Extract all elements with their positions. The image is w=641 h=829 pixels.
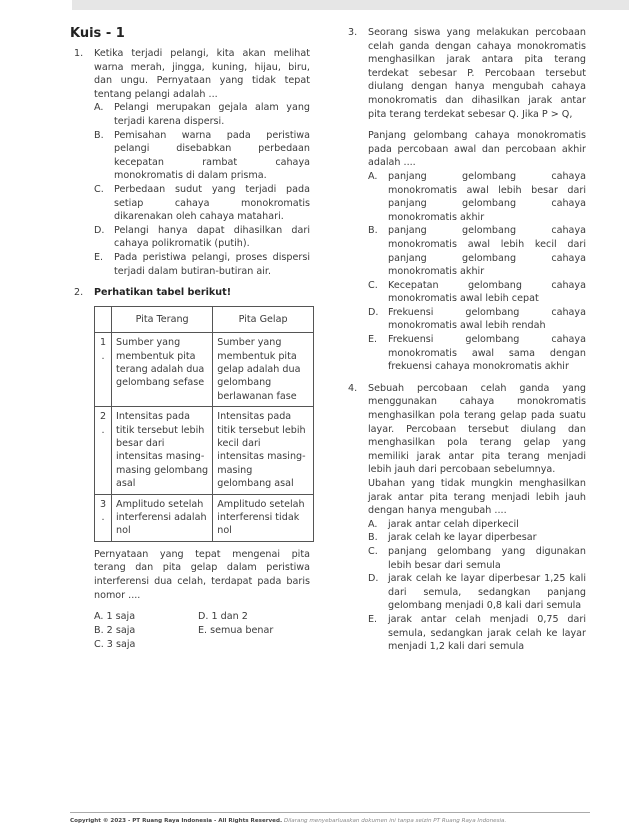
table-cell: Intensitas pada titik tersebut lebih kecil dari intensitas masing-masing gelombang asal bbox=[213, 407, 314, 494]
q4-option-b bbox=[368, 531, 586, 545]
table-header-row bbox=[95, 306, 314, 332]
option-letter: D. bbox=[368, 573, 379, 585]
option-text: Pada peristiwa pelangi, proses dispersi terjadi dalam butiran-butiran air. bbox=[114, 251, 310, 277]
table-cell: Sumber yang membentuk pita gelap adalah dua gelombang berlawanan fase bbox=[213, 333, 314, 407]
q4-option-e bbox=[368, 613, 586, 654]
option-text: Frekuensi gelombang cahaya monokromatis awal lebih rendah bbox=[388, 306, 586, 332]
option-text: Kecepatan gelombang cahaya monokromatis awal lebih cepat bbox=[388, 279, 586, 305]
question-text: Seorang siswa yang melakukan percobaan celah ganda dengan cahaya monokromatis menghasilkan jarak antara pita terang terdekat sebesar P. Percobaan tersebut diulang dengan hanya mengubah cahaya monokromatis dan dihasilkan jarak antar pita terang terdekat sebesar Q. Jika P > Q, bbox=[368, 27, 586, 120]
interference-table bbox=[94, 306, 314, 542]
footer bbox=[70, 818, 610, 824]
table-header: Pita Gelap bbox=[213, 306, 314, 332]
question-number: 1. bbox=[74, 48, 84, 59]
option-text: jarak celah ke layar diperbesar bbox=[388, 532, 537, 544]
answer-option: E. semua benar bbox=[198, 625, 274, 637]
top-bar bbox=[72, 0, 629, 10]
left-column bbox=[70, 26, 310, 652]
question-text: Sebuah percobaan celah ganda yang menggunakan cahaya monokromatis menghasilkan pola terang gelap pada suatu layar. Percobaan tersebut diulang dan menghasilkan pola terang gelap yang memiliki jarak antar pita terang menjadi lebih jauh dari percobaan sebelumnya. bbox=[368, 382, 586, 476]
q1-option-a bbox=[94, 101, 310, 128]
option-text: panjang gelombang cahaya monokromatis awal lebih kecil dari panjang gelombang cahaya monokromatis akhir bbox=[388, 225, 586, 278]
row-number: 2 . bbox=[95, 407, 112, 494]
q3-option-d bbox=[368, 306, 586, 333]
option-text: Perbedaan sudut yang terjadi pada setiap cahaya monokromatis dikarenakan oleh cahaya matahari. bbox=[114, 183, 310, 223]
q4-option-c bbox=[368, 545, 586, 572]
table-header-num bbox=[95, 306, 112, 332]
q1-option-b bbox=[94, 129, 310, 183]
q1-option-e bbox=[94, 251, 310, 278]
question-number: 4. bbox=[348, 382, 358, 394]
question-text: Ketika terjadi pelangi, kita akan melihat warna merah, jingga, kuning, hijau, biru, dan ungu. Pernyataan yang tidak tepat tentang pelangi adalah ... bbox=[94, 48, 310, 100]
option-text: Pemisahan warna pada peristiwa pelangi disebabkan perbedaan kecepatan rambat cahaya monokromatis di dalam prisma. bbox=[114, 129, 310, 182]
q4-option-d bbox=[368, 572, 586, 613]
q1-option-d bbox=[94, 224, 310, 251]
table-row bbox=[95, 407, 314, 494]
option-letter: B. bbox=[368, 225, 378, 237]
question-1 bbox=[70, 47, 310, 101]
row-number: 1 . bbox=[95, 333, 112, 407]
question-4 bbox=[344, 382, 586, 477]
option-text: panjang gelombang yang digunakan lebih besar dari semula bbox=[388, 545, 586, 571]
option-letter: C. bbox=[94, 183, 104, 195]
answer-option: C. 3 saja bbox=[94, 639, 136, 651]
option-letter: A. bbox=[94, 102, 104, 114]
footer-notice: Dilarang menyebarluaskan dokumen ini tanpa seizin PT Ruang Raya Indonesia. bbox=[283, 818, 507, 824]
answer-option: D. 1 dan 2 bbox=[198, 611, 248, 623]
option-letter: D. bbox=[368, 306, 379, 318]
question-number: 3. bbox=[348, 27, 358, 38]
option-letter: A. bbox=[368, 170, 378, 182]
option-letter: E. bbox=[368, 613, 378, 625]
option-letter: B. bbox=[368, 532, 378, 544]
q1-option-c bbox=[94, 183, 310, 224]
option-letter: C. bbox=[368, 545, 378, 557]
right-column bbox=[344, 26, 586, 654]
table-cell: Amplitudo setelah interferensi tidak nol bbox=[213, 494, 314, 541]
option-letter: D. bbox=[94, 224, 105, 236]
question-2-statement: Pernyataan yang tepat mengenai pita terang dan pita gelap dalam peristiwa interferensi dua celah, terdapat pada baris nomor .... bbox=[94, 548, 310, 601]
table-header: Pita Terang bbox=[112, 306, 213, 332]
answer-option: B. 2 saja bbox=[94, 625, 136, 637]
option-letter: A. bbox=[368, 518, 378, 530]
option-text: jarak celah ke layar diperbesar 1,25 kali dari semula, sedangkan panjang gelombang menjadi 0,8 kali dari semula bbox=[388, 573, 586, 612]
q3-option-b bbox=[368, 224, 586, 278]
question-number: 2. bbox=[74, 287, 84, 299]
quiz-title: Kuis - 1 bbox=[70, 26, 125, 41]
question-text: Perhatikan tabel berikut! bbox=[94, 287, 232, 299]
footer-copyright: Copyright © 2023 - PT Ruang Raya Indonesia - All Rights Reserved. bbox=[70, 818, 283, 824]
row-number: 3 . bbox=[95, 494, 112, 541]
q3-option-a bbox=[368, 170, 586, 224]
table-cell: Sumber yang membentuk pita terang adalah dua gelombang sefase bbox=[112, 333, 213, 407]
footer-divider bbox=[70, 812, 590, 813]
option-text: Pelangi merupakan gejala alam yang terjadi karena dispersi. bbox=[114, 102, 310, 127]
q3-option-c bbox=[368, 279, 586, 306]
option-text: panjang gelombang cahaya monokromatis awal lebih besar dari panjang gelombang cahaya monokromatis akhir bbox=[388, 170, 586, 223]
question-4-prompt: Ubahan yang tidak mungkin menghasilkan jarak antar pita terang menjadi lebih jauh dengan hanya mengubah .... bbox=[368, 478, 586, 517]
question-3-prompt: Panjang gelombang cahaya monokromatis pada percobaan awal dan percobaan akhir adalah .... bbox=[368, 130, 586, 169]
option-text: Pelangi hanya dapat dihasilkan dari cahaya polikromatik (putih). bbox=[114, 224, 310, 250]
question-2-answers bbox=[94, 610, 310, 652]
table-cell: Intensitas pada titik tersebut lebih besar dari intensitas masing-masing gelombang asal bbox=[112, 407, 213, 494]
option-text: jarak antar celah menjadi 0,75 dari semula, sedangkan jarak celah ke layar menjadi 1,2 kali dari semula bbox=[388, 613, 586, 653]
table-row bbox=[95, 333, 314, 407]
option-text: Frekuensi gelombang cahaya monokromatis awal sama dengan frekuensi cahaya monokromatis akhir bbox=[388, 334, 586, 373]
table-row bbox=[95, 494, 314, 541]
question-3 bbox=[344, 26, 586, 121]
option-letter: E. bbox=[94, 251, 104, 263]
q4-option-a bbox=[368, 518, 586, 532]
option-text: jarak antar celah diperkecil bbox=[388, 518, 519, 530]
option-letter: C. bbox=[368, 279, 378, 291]
option-letter: E. bbox=[368, 334, 378, 346]
option-letter: B. bbox=[94, 129, 104, 141]
q3-option-e bbox=[368, 333, 586, 374]
answer-option: A. 1 saja bbox=[94, 611, 136, 623]
question-2 bbox=[70, 286, 310, 300]
table-cell: Amplitudo setelah interferensi adalah nol bbox=[112, 494, 213, 541]
